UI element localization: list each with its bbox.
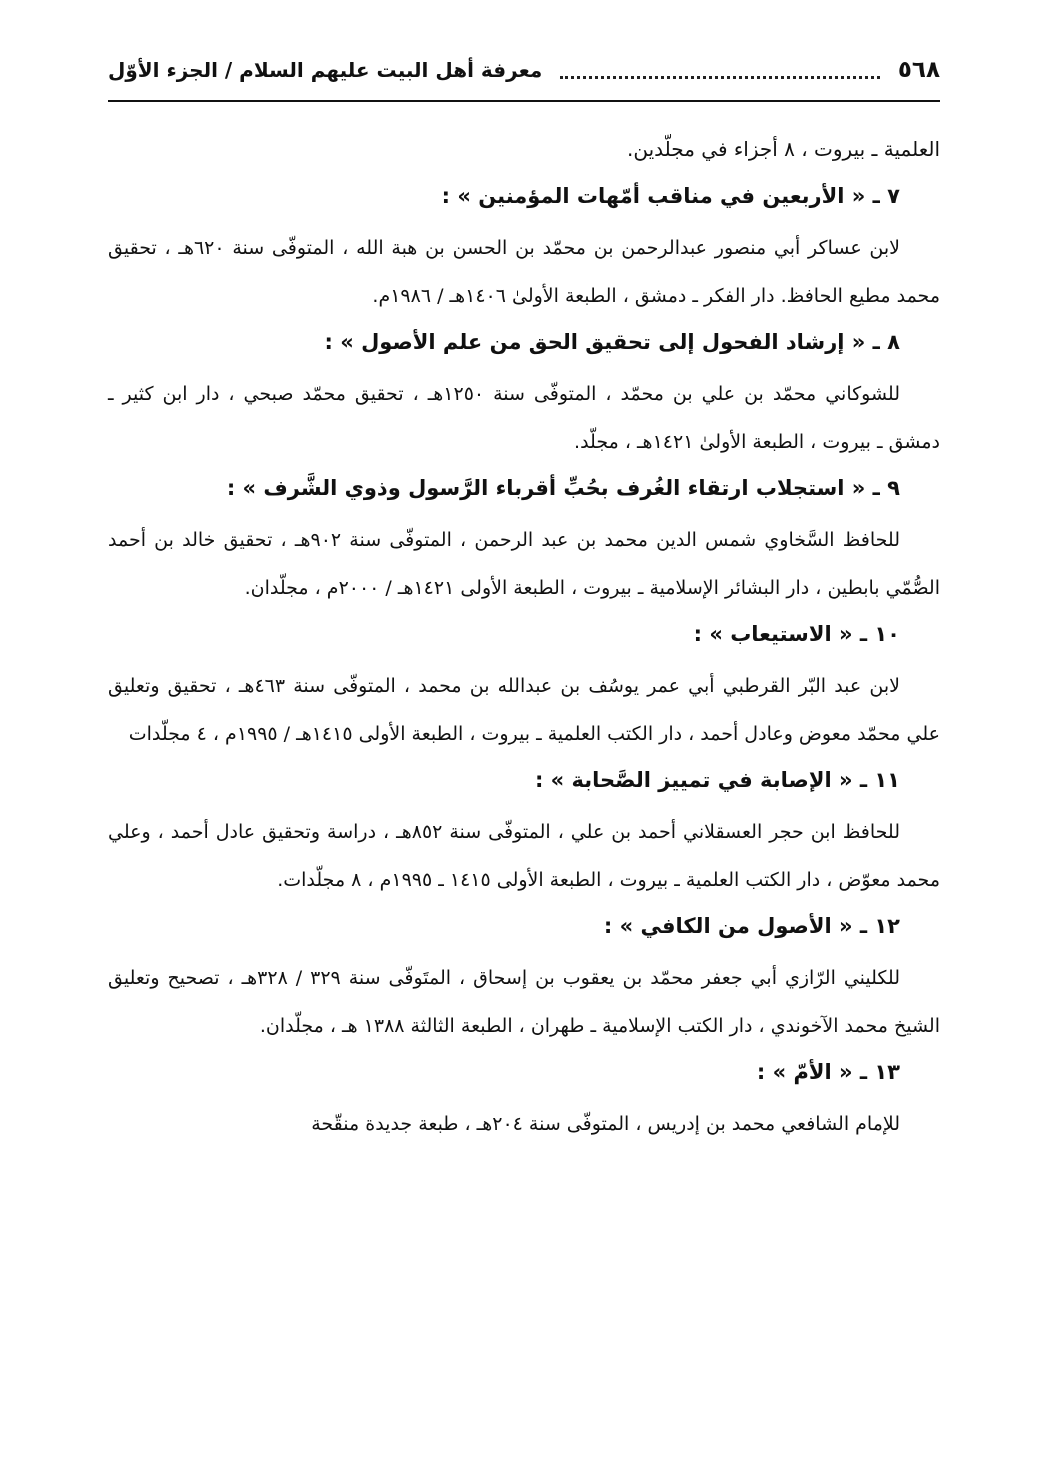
entry-title: ٧ ـ « الأربعين في مناقب أمّهات المؤمنين » : [441, 184, 900, 208]
bibliography-entry [108, 616, 940, 758]
entry-text: للحافظ السَّخاوي شمس الدين محمد بن عبد الرحمن ، المتوفّى سنة ٩٠٢هـ ، تحقيق خالد بن أحمد الصُّمّي بابطين ، دار البشائر الإسلامية ـ بيروت ، الطبعة الأولى ١٤٢١هـ / ٢٠٠٠م ، مجلّدان. [108, 529, 940, 599]
entry-title: ١٢ ـ « الأصول من الكافي » : [603, 914, 900, 938]
page-number: ٥٦٨ [897, 57, 940, 83]
bibliography-entry [108, 762, 940, 904]
bibliography-entry [108, 178, 940, 320]
header-rule [108, 100, 940, 102]
entry-title: ١٠ ـ « الاستيعاب » : [693, 622, 900, 646]
entry-text: للإمام الشافعي محمد بن إدريس ، المتوفّى سنة ٢٠٤هـ ، طبعة جديدة منقّحة [311, 1113, 900, 1135]
entry-text: للشوكاني محمّد بن علي بن محمّد ، المتوفّى سنة ١٢٥٠هـ ، تحقيق محمّد صبحي ، دار ابن كثير ـ دمشق ـ بيروت ، الطبعة الأولىٰ ١٤٢١هـ ، مجلّد. [108, 383, 940, 453]
entry-text: لابن عساكر أبي منصور عبدالرحمن بن محمّد بن الحسن بن هبة الله ، المتوفّى سنة ٦٢٠هـ ، تحقيق محمد مطيع الحافظ. دار الفكر ـ دمشق ، الطبعة الأولىٰ ١٤٠٦هـ / ١٩٨٦م. [108, 237, 940, 307]
bibliography-entry [108, 908, 940, 1050]
entry-text: للحافظ ابن حجر العسقلاني أحمد بن علي ، المتوفّى سنة ٨٥٢هـ ، دراسة وتحقيق عادل أحمد ، وعلي محمد معوّض ، دار الكتب العلمية ـ بيروت ، الطبعة الأولى ١٤١٥ ـ ١٩٩٥م ، ٨ مجلّدات. [108, 821, 940, 891]
entry-title: ١٣ ـ « الأمّ » : [756, 1060, 900, 1084]
running-title: معرفة أهل البيت عليهم السلام / الجزء الأوّل [108, 58, 543, 82]
bibliography-entry [108, 470, 940, 612]
continuation-line: العلمية ـ بيروت ، ٨ أجزاء في مجلّدين. [627, 137, 940, 161]
entry-text: لابن عبد البّر القرطبي أبي عمر يوسُف بن عبدالله بن محمد ، المتوفّى سنة ٤٦٣هـ ، تحقيق وتعليق علي محمّد معوض وعادل أحمد ، دار الكتب العلمية ـ بيروت ، الطبعة الأولى ١٤١٥هـ / ١٩٩٥م ، ٤ مجلّدات [108, 675, 940, 745]
entry-text: للكليني الرّازي أبي جعفر محمّد بن يعقوب بن إسحاق ، المتَوفّى سنة ٣٢٩ / ٣٢٨هـ ، تصحيح وتعليق الشيخ محمد الآخوندي ، دار الكتب الإسلامية ـ طهران ، الطبعة الثالثة ١٣٨٨ هـ ، مجلّدان. [108, 967, 940, 1037]
entry-title: ٨ ـ « إرشاد الفحول إلى تحقيق الحق من علم الأصول » : [324, 330, 900, 354]
entry-title: ١١ ـ « الإصابة في تمييز الصَّحابة » : [534, 768, 900, 792]
page-header [108, 50, 940, 90]
entry-title: ٩ ـ « استجلاب ارتقاء الغُرف بحُبِّ أقرباء الرَّسول وذوي الشَّرف » : [226, 476, 900, 500]
bibliography-entry [108, 1054, 940, 1148]
bibliography-body [108, 130, 940, 1152]
dotted-leader [560, 74, 880, 79]
bibliography-entry [108, 324, 940, 466]
